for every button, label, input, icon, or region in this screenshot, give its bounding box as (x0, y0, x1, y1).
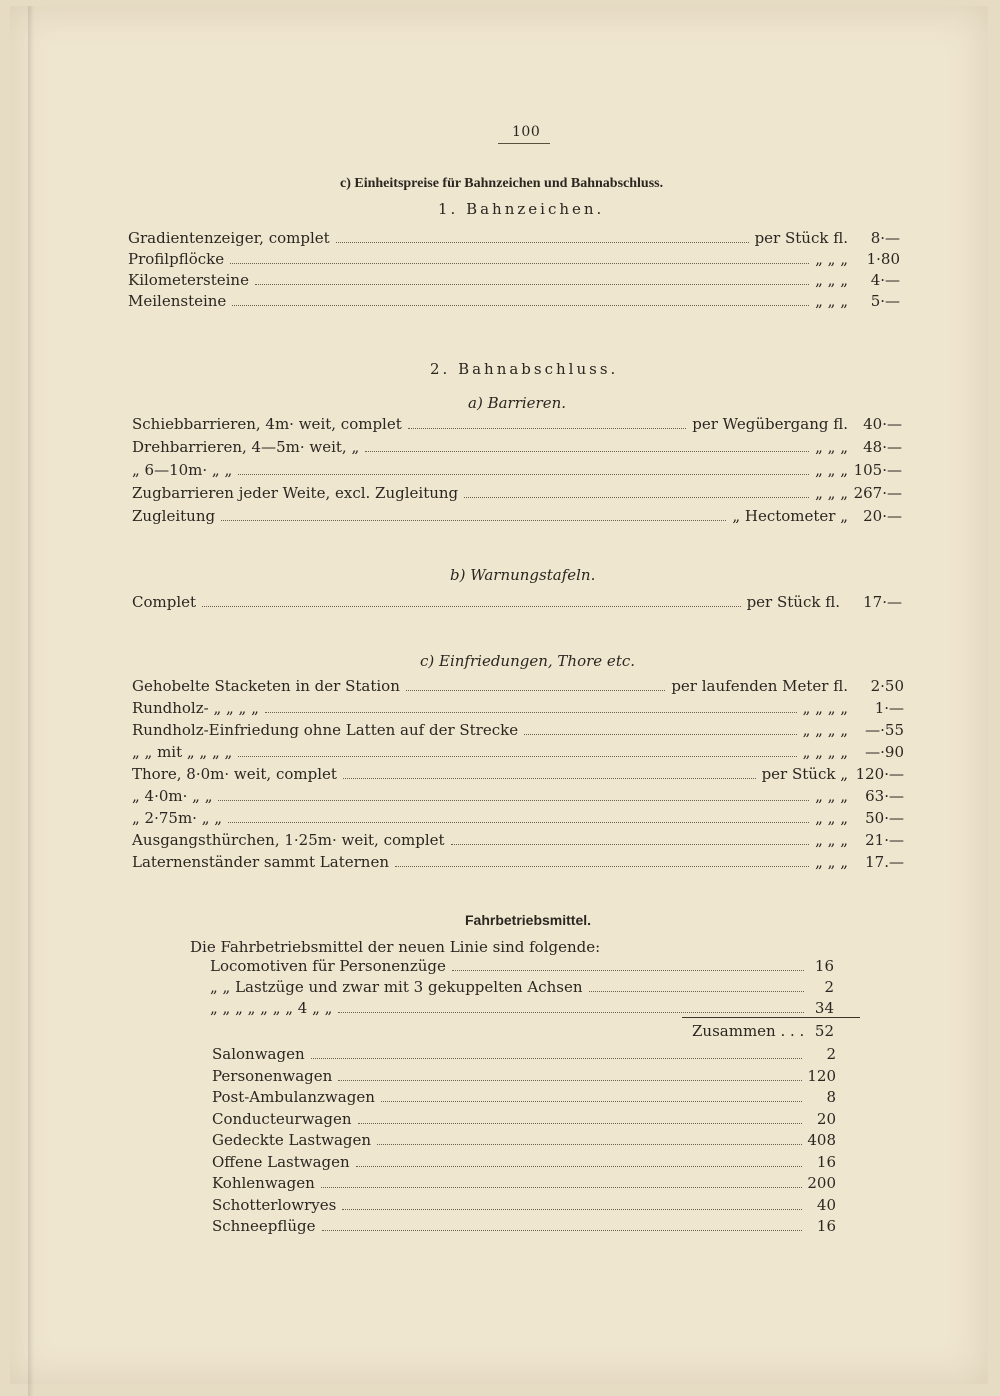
price-row-label: Rundholz- „ „ „ „ (132, 699, 259, 717)
stock-row (212, 1173, 836, 1193)
dot-leader (202, 592, 741, 607)
stock-row-label: Post-Ambulanzwagen (212, 1088, 375, 1106)
stock-row (210, 977, 834, 997)
stock-row (210, 956, 834, 976)
price-row-unit: per laufenden Meter fl. (671, 677, 848, 695)
stock-row-value: 2 (824, 978, 834, 996)
price-row-value: 63·— (865, 787, 904, 805)
price-row-unit: „ „ „ (815, 831, 848, 849)
stock-row (212, 1152, 836, 1172)
price-row-unit: „ Hectometer „ (732, 507, 848, 525)
stock-row-label: Offene Lastwagen (212, 1152, 350, 1171)
price-row (132, 460, 902, 480)
price-row (132, 698, 904, 718)
stock-row (212, 1066, 836, 1086)
fahrbetriebsmittel-title: Fahrbetriebsmittel. (465, 912, 592, 928)
page-number-rule (498, 143, 550, 144)
stock-row-label: „ „ „ „ „ „ „ 4 „ „ (210, 999, 333, 1017)
dot-leader (338, 998, 804, 1013)
bahnabschluss-heading: 2. Bahnabschluss. (430, 360, 619, 378)
price-row-label: „ „ mit „ „ „ „ (132, 743, 233, 761)
price-row-value: —·55 (865, 721, 904, 739)
price-row-unit: „ „ „ „ (802, 699, 848, 717)
stock-row-label: Gedeckte Lastwagen (212, 1131, 372, 1149)
fahrbetriebsmittel-intro (190, 938, 600, 956)
price-row (132, 483, 902, 503)
price-row-value: 8·— (870, 229, 900, 247)
price-row-unit: „ „ „ „ (802, 743, 848, 761)
price-row-value: —·90 (865, 743, 904, 761)
stock-row-value: 40 (816, 1195, 836, 1214)
dot-leader (265, 698, 797, 713)
dot-leader (336, 228, 749, 243)
price-row-unit: per Stück fl. (754, 229, 848, 247)
price-row-label: Zugleitung (132, 507, 216, 525)
dot-leader (377, 1130, 802, 1145)
dot-leader (238, 460, 809, 475)
price-row-value: 20·— (863, 507, 902, 525)
stock-row-label: Schotterlowryes (212, 1195, 337, 1214)
dot-leader (230, 249, 809, 264)
bahnzeichen-heading: 1. Bahnzeichen. (438, 200, 605, 218)
price-row-value: 5·— (870, 292, 900, 310)
price-row (132, 437, 902, 457)
price-row-value: 40·— (863, 415, 902, 433)
dot-leader (451, 830, 810, 845)
stock-row-value: 20 (816, 1109, 836, 1128)
warnungstafeln-subheading: b) Warnungstafeln. (450, 566, 596, 584)
dot-leader (232, 291, 809, 306)
price-row (132, 786, 904, 806)
barrieren-subheading: a) Barrieren. (468, 394, 567, 412)
dot-leader (238, 742, 796, 757)
stock-row (212, 1130, 836, 1150)
price-row (132, 808, 904, 828)
price-row-unit: „ „ „ (815, 292, 848, 310)
stock-row-label: Conducteurwagen (212, 1109, 352, 1128)
price-row-unit: „ „ „ (815, 853, 848, 871)
stock-row-value: 16 (816, 1217, 836, 1235)
price-row (132, 720, 904, 740)
dot-leader (338, 1066, 802, 1081)
price-row-label: Profilpflöcke (128, 250, 225, 268)
stock-row-value: 200 (807, 1174, 836, 1192)
stock-row (212, 1195, 836, 1215)
price-row-value: 105·— (853, 461, 902, 479)
price-row-label: „ 2·75m· „ „ (132, 809, 223, 827)
price-row-label: Rundholz-Einfriedung ohne Latten auf der Strecke (132, 721, 519, 739)
stock-row (212, 1044, 836, 1064)
dot-leader (408, 414, 686, 429)
price-row-value: 50·— (865, 809, 904, 827)
price-row-unit: „ „ „ „ (802, 721, 848, 739)
price-row (132, 592, 902, 612)
stock-row-label: „ „ Lastzüge und zwar mit 3 gekuppelten Achsen (210, 978, 583, 996)
dot-leader (524, 720, 797, 735)
dot-leader (342, 1195, 802, 1210)
dot-leader (218, 786, 809, 801)
price-row-label: Zugbarrieren jeder Weite, excl. Zugleitung (132, 484, 459, 502)
stock-row-label: Salonwagen (212, 1045, 305, 1063)
dot-leader (322, 1216, 803, 1231)
stock-row-label: Kohlenwagen (212, 1174, 315, 1192)
dot-leader (452, 956, 804, 971)
price-row-value: 4·— (870, 271, 900, 289)
price-row-label: Schiebbarrieren, 4m· weit, complet (132, 415, 402, 433)
stock-row (212, 1216, 836, 1236)
price-row (132, 830, 904, 850)
price-row-label: „ 4·0m· „ „ (132, 787, 213, 805)
dot-leader (228, 808, 809, 823)
dot-leader (311, 1044, 802, 1059)
price-row (132, 852, 904, 872)
stock-row (210, 998, 834, 1018)
price-row (132, 506, 902, 526)
price-row-unit: „ „ „ (815, 787, 848, 805)
stock-row-label: Schneepflüge (212, 1217, 316, 1235)
einfriedungen-subheading: c) Einfriedungen, Thore etc. (420, 652, 636, 670)
price-row (128, 249, 900, 269)
price-row-label: Kilometersteine (128, 271, 249, 289)
price-row-label: Ausgangsthürchen, 1·25m· weit, complet (132, 831, 445, 849)
dot-leader (406, 676, 665, 691)
price-row-label: Gradientenzeiger, complet (128, 229, 330, 247)
stock-row-value: 8 (826, 1088, 836, 1106)
price-row-label: Thore, 8·0m· weit, complet (132, 765, 337, 783)
page-fold-shadow (28, 6, 34, 1396)
price-row (132, 742, 904, 762)
dot-leader (589, 977, 804, 992)
price-row (132, 764, 904, 784)
dot-leader (358, 1109, 803, 1124)
price-row-label: Gehobelte Stacketen in der Station (132, 677, 400, 695)
price-row (132, 676, 904, 696)
dot-leader (221, 506, 726, 521)
stock-row-label: Locomotiven für Personenzüge (210, 957, 446, 975)
price-row (128, 291, 900, 311)
intro-text: Die Fahrbetriebsmittel der neuen Linie sind folgende: (190, 938, 601, 956)
stock-row-value: 408 (807, 1131, 836, 1149)
stock-row (212, 1109, 836, 1129)
page-number: 100 (512, 124, 541, 140)
price-row-value: 17.— (865, 853, 904, 871)
total-label: Zusammen . . . (692, 1022, 805, 1040)
price-row-label: Complet (132, 593, 197, 611)
stock-row-value: 16 (814, 957, 834, 975)
price-row-value: 1·80 (866, 250, 900, 268)
dot-leader (464, 483, 809, 498)
price-row-unit: per Wegübergang fl. (692, 415, 848, 433)
dot-leader (381, 1087, 802, 1102)
price-row-value: 267·— (853, 484, 902, 502)
stock-row-label: Personenwagen (212, 1066, 333, 1085)
stock-row-value: 2 (826, 1045, 836, 1063)
price-row-value: 21·— (865, 831, 904, 849)
price-row-value: 2·50 (870, 677, 904, 695)
price-row (128, 270, 900, 290)
price-row-value: 1·— (874, 699, 904, 717)
dot-leader (365, 437, 809, 452)
price-row-unit: „ „ „ (815, 271, 848, 289)
price-row-unit: „ „ „ (815, 461, 848, 479)
price-row-value: 120·— (855, 765, 904, 783)
price-row-unit: „ „ „ (815, 484, 848, 502)
price-row (132, 414, 902, 434)
price-row-value: 17·— (863, 593, 902, 611)
sum-rule (682, 1017, 860, 1018)
document-page (10, 6, 988, 1384)
price-row-unit: „ „ „ (815, 809, 848, 827)
price-row-label: Laternenständer sammt Laternen (132, 853, 389, 871)
price-row-label: „ 6—10m· „ „ (132, 461, 233, 479)
price-row (128, 228, 900, 248)
price-row-unit: „ „ „ (815, 438, 848, 456)
dot-leader (356, 1152, 802, 1167)
dot-leader (395, 852, 809, 867)
price-row-value: 48·— (863, 438, 902, 456)
price-row-unit: „ „ „ (815, 250, 848, 268)
dot-leader (321, 1173, 802, 1188)
total-value: 52 (814, 1022, 834, 1040)
dot-leader (255, 270, 809, 285)
price-row-unit: per Stück fl. (746, 593, 840, 611)
section-title: c) Einheitspreise für Bahnzeichen und Bahnabschluss. (340, 176, 664, 191)
stock-row-value: 16 (816, 1152, 836, 1171)
price-row-label: Drehbarrieren, 4—5m· weit, „ (132, 438, 360, 456)
price-row-label: Meilensteine (128, 292, 227, 310)
stock-row-value: 120 (807, 1066, 836, 1085)
price-row-unit: per Stück „ (761, 765, 848, 783)
stock-row (212, 1087, 836, 1107)
dot-leader (343, 764, 756, 779)
stock-row-value: 34 (814, 999, 834, 1017)
